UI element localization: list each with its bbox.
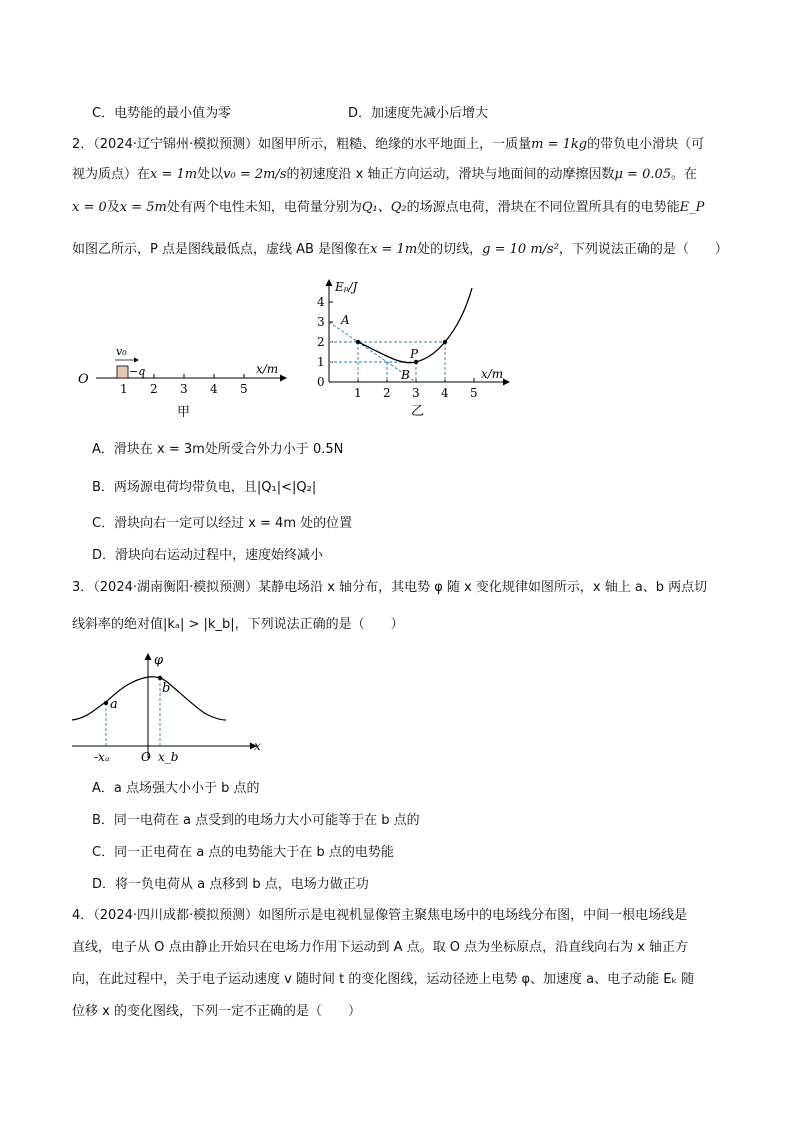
- y-axis-arrow: [326, 279, 333, 286]
- tick-b-label: x_b: [158, 750, 179, 764]
- tick-label: 2: [317, 335, 325, 349]
- tick-label: 1: [354, 386, 362, 400]
- tick-label: 5: [470, 386, 478, 400]
- origin-label: O: [78, 372, 89, 387]
- tick-label: 4: [210, 382, 218, 396]
- point-a-dot: [104, 701, 108, 705]
- q3-option-d: D．将一负电荷从 a 点移到 b 点，电场力做正功: [92, 877, 369, 892]
- q3-line-2: 线斜率的绝对值|kₐ| > |k_b|，下列说法正确的是（ ）: [72, 617, 404, 632]
- point-a-label: a: [110, 697, 118, 712]
- q2-option-b: B．两场源电荷均带负电，且|Q₁|<|Q₂|: [92, 480, 317, 495]
- q4-line-3: 向，在此过程中，关于电子运动速度 v 随时间 t 的变化图线，运动径迹上电势 φ、加速度 a、电子动能 Eₖ 随: [72, 972, 695, 987]
- q2-option-a: A．滑块在 x = 3m处所受合外力小于 0.5N: [92, 442, 344, 457]
- figure-potential: [66, 648, 266, 766]
- q2-option-c: C．滑块向右一定可以经过 x = 4m 处的位置: [92, 516, 353, 531]
- prev-question-options: [92, 102, 712, 122]
- tick-label: 2: [150, 382, 158, 396]
- q2-line-3: x = 0及x = 5m处有两个电性未知，电荷量分别为Q₁、Q₂的场源点电荷，滑块在不同位置所具有的电势能E_P: [72, 200, 705, 215]
- x-axis-arrow: [280, 375, 287, 382]
- y-axis-label: Eₚ/J: [335, 280, 358, 294]
- y-axis-label: φ: [154, 653, 164, 668]
- point-p-label: P: [410, 347, 419, 361]
- point-a-label: A: [341, 313, 350, 327]
- figure-jia: [70, 330, 290, 425]
- axis-label: x/m: [256, 362, 279, 376]
- q4-line-1: 4．（2024·四川成都·模拟预测）如图所示是电视机显像管主聚焦电场中的电场线分布图，中间一根电场线是: [72, 908, 688, 923]
- q2-option-d: D．滑块向右运动过程中，速度始终减小: [92, 548, 324, 563]
- potential-curve: [72, 677, 226, 720]
- curve-point: [356, 340, 360, 344]
- x-axis-arrow: [503, 379, 510, 386]
- option-d: D．加速度先减小后增大: [348, 106, 489, 121]
- slider-block: [117, 366, 128, 378]
- velocity-label: v₀: [116, 345, 127, 358]
- point-b-label: B: [401, 368, 410, 382]
- option-c: C．电势能的最小值为零: [92, 106, 232, 121]
- tick-label: 1: [120, 382, 128, 396]
- q2-line-2: 视为质点）在x = 1m处以v₀ = 2m/s的初速度沿 x 轴正方向运动，滑块与地面间的动摩擦因数μ = 0.05。在: [72, 167, 698, 182]
- tick-label: 2: [383, 386, 391, 400]
- velocity-arrowhead: [134, 358, 139, 363]
- q3-line-1: 3．（2024·湖南衡阳·模拟预测）某静电场沿 x 轴分布，其电势 φ 随 x 变化规律如图所示，x 轴上 a、b 两点切: [72, 580, 708, 595]
- figure-caption: 甲: [177, 405, 191, 420]
- tick-label: 4: [317, 295, 325, 309]
- figure-caption: 乙: [411, 404, 425, 419]
- q2-line-1: 2．（2024·辽宁锦州·模拟预测）如图甲所示，粗糙、绝缘的水平地面上，一质量m = 1kg的带负电小滑块（可: [72, 137, 705, 152]
- origin-label: O: [141, 750, 151, 764]
- mass-formula: m = 1kg: [531, 137, 588, 152]
- q4-line-2: 直线，电子从 O 点由静止开始只在电场力作用下运动到 A 点。取 O 点为坐标原点，沿直线向右为 x 轴正方: [72, 940, 689, 955]
- y-axis-arrow: [145, 653, 152, 660]
- curve-point: [443, 340, 447, 344]
- point-b-dot: [158, 676, 162, 680]
- tick-label: 5: [240, 382, 248, 396]
- q3-option-c: C．同一正电荷在 a 点的电势能大于在 b 点的电势能: [92, 845, 394, 860]
- x-axis-label: x/m: [481, 367, 504, 381]
- point-b-label: b: [162, 681, 171, 696]
- charge-label: −q: [129, 365, 146, 378]
- tick-label: 3: [317, 315, 325, 329]
- tick-label: 3: [180, 382, 188, 396]
- q3-option-a: A．a 点场强大小小于 b 点的: [92, 781, 260, 796]
- x-axis-label: x: [254, 739, 261, 753]
- tick-a-label: -xₐ: [94, 750, 110, 764]
- origin-label: 0: [317, 375, 325, 389]
- tick-label: 4: [441, 386, 449, 400]
- q2-line-4: 如图乙所示，P 点是图线最低点，虚线 AB 是图像在x = 1m处的切线，g = 10 m/s²，下列说法正确的是（ ）: [72, 242, 728, 257]
- q4-line-4: 位移 x 的变化图线，下列一定不正确的是（ ）: [72, 1004, 361, 1019]
- figure-yi: [305, 278, 525, 421]
- tick-label: 3: [412, 386, 420, 400]
- tick-label: 1: [317, 355, 325, 369]
- q3-option-b: B．同一电荷在 a 点受到的电场力大小可能等于在 b 点的: [92, 813, 420, 828]
